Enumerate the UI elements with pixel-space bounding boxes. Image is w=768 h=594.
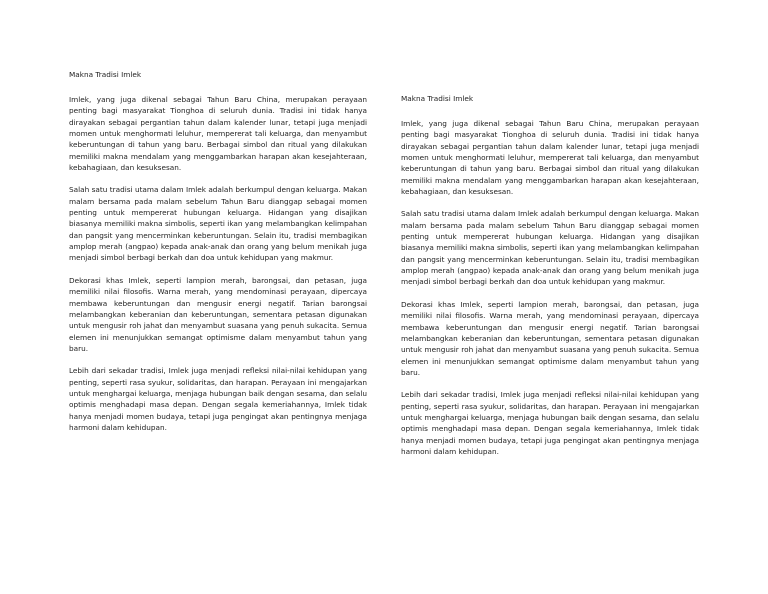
paragraph-4: Lebih dari sekadar tradisi, Imlek juga menjadi refleksi nilai-nilai kehidupan yang penting, seperti rasa syukur, solidaritas, dan harapan. Perayaan ini mengajarkan untuk menghargai keluarga, menjaga hubungan baik dengan sesama, dan selalu optimis menghadapi masa depan. Dengan segala kemeriahannya, Imlek tidak hanya menjadi momen budaya, tetapi juga pengingat akan pentingnya menjaga harmoni dalam kehidupan. — [69, 366, 367, 432]
paragraph-2-copy: Salah satu tradisi utama dalam Imlek adalah berkumpul dengan keluarga. Makan malam bersama pada malam sebelum Tahun Baru dianggap sebagai momen penting untuk mempererat hubungan keluarga. Hidangan yang disajikan biasanya memiliki makna simbolis, seperti ikan yang melambangkan kelimpahan dan pangsit yang mencerminkan keberuntungan. Selain itu, tradisi membagikan amplop merah (angpao) kepada anak-anak dan orang yang belum menikah juga menjadi simbol berbagi berkah dan doa untuk kehidupan yang makmur. — [401, 209, 699, 287]
paragraph-4-copy: Lebih dari sekadar tradisi, Imlek juga menjadi refleksi nilai-nilai kehidupan yang penting, seperti rasa syukur, solidaritas, dan harapan. Perayaan ini mengajarkan untuk menghargai keluarga, menjaga hubungan baik dengan sesama, dan selalu optimis menghadapi masa depan. Dengan segala kemeriahannya, Imlek tidak hanya menjadi momen budaya, tetapi juga pengingat akan pentingnya menjaga harmoni dalam kehidupan. — [401, 390, 699, 456]
paragraph-1: Imlek, yang juga dikenal sebagai Tahun Baru China, merupakan perayaan penting bagi masyarakat Tionghoa di seluruh dunia. Tradisi ini tidak hanya dirayakan sebagai pergantian tahun dalam kalender lunar, tetapi juga menjadi momen untuk menghormati leluhur, mempererat tali keluarga, dan menyambut keberuntungan di tahun yang baru. Berbagai simbol dan ritual yang dilakukan memiliki makna mendalam yang menggambarkan harapan akan kesejahteraan, kebahagiaan, dan kesuksesan. — [69, 95, 367, 173]
right-page-column — [401, 94, 699, 468]
paragraph-3-copy: Dekorasi khas Imlek, seperti lampion merah, barongsai, dan petasan, juga memiliki nilai filosofis. Warna merah, yang mendominasi perayaan, dipercaya membawa keberuntungan dan mengusir energi negatif. Tarian barongsai melambangkan keberanian dan keberuntungan, sementara petasan digunakan untuk mengusir roh jahat dan menyambut suasana yang penuh sukacita. Semua elemen ini menunjukkan semangat optimisme dalam menyambut tahun yang baru. — [401, 299, 699, 377]
paragraph-1-copy: Imlek, yang juga dikenal sebagai Tahun Baru China, merupakan perayaan penting bagi masyarakat Tionghoa di seluruh dunia. Tradisi ini tidak hanya dirayakan sebagai pergantian tahun dalam kalender lunar, tetapi juga menjadi momen untuk menghormati leluhur, mempererat tali keluarga, dan menyambut keberuntungan di tahun yang baru. Berbagai simbol dan ritual yang dilakukan memiliki makna mendalam yang menggambarkan harapan akan kesejahteraan, kebahagiaan, dan kesuksesan. — [401, 119, 699, 197]
paragraph-2: Salah satu tradisi utama dalam Imlek adalah berkumpul dengan keluarga. Makan malam bersama pada malam sebelum Tahun Baru dianggap sebagai momen penting untuk mempererat hubungan keluarga. Hidangan yang disajikan biasanya memiliki makna simbolis, seperti ikan yang melambangkan kelimpahan dan pangsit yang mencerminkan keberuntungan. Selain itu, tradisi membagikan amplop merah (angpao) kepada anak-anak dan orang yang belum menikah juga menjadi simbol berbagi berkah dan doa untuk kehidupan yang makmur. — [69, 185, 367, 263]
paragraph-3: Dekorasi khas Imlek, seperti lampion merah, barongsai, dan petasan, juga memiliki nilai filosofis. Warna merah, yang mendominasi perayaan, dipercaya membawa keberuntungan dan mengusir energi negatif. Tarian barongsai melambangkan keberanian dan keberuntungan, sementara petasan digunakan untuk mengusir roh jahat dan menyambut suasana yang penuh sukacita. Semua elemen ini menunjukkan semangat optimisme dalam menyambut tahun yang baru. — [69, 275, 367, 353]
document-title-copy: Makna Tradisi Imlek — [401, 94, 474, 103]
document-title: Makna Tradisi Imlek — [69, 70, 142, 79]
left-page-column — [69, 70, 367, 444]
